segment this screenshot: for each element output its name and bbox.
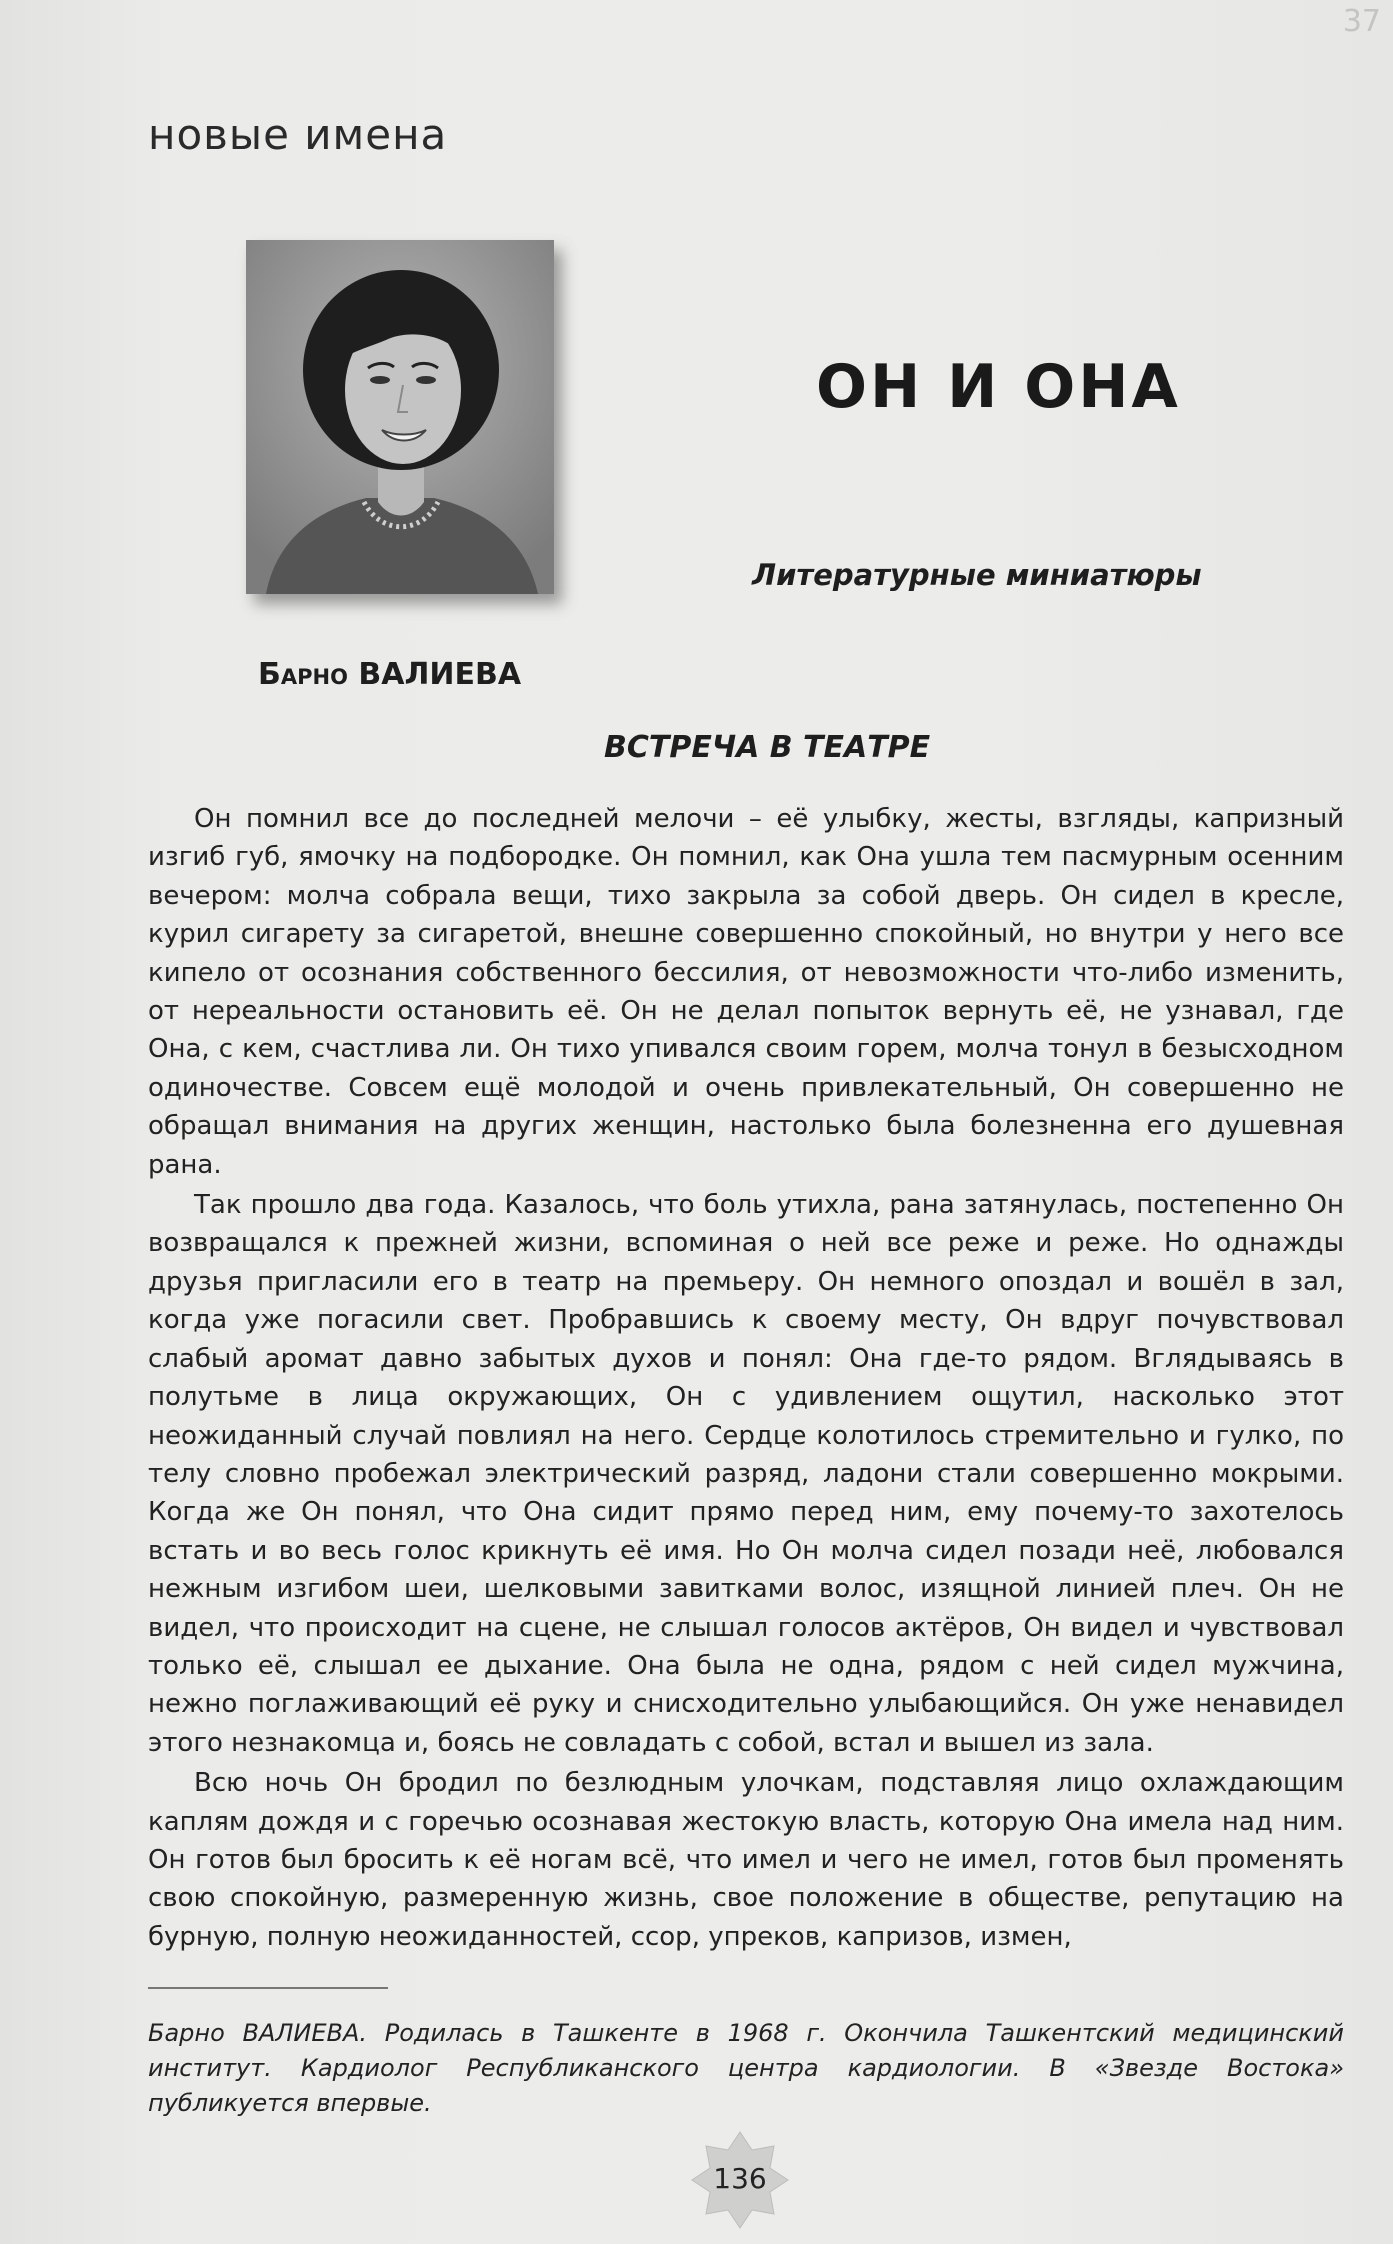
footnote-divider xyxy=(148,1987,388,1989)
main-title: ОН И ОНА xyxy=(816,352,1181,422)
author-portrait-image xyxy=(246,240,554,594)
paragraph: Он помнил все до последней мелочи – её улыбку, жесты, взгляды, капризный изгиб губ, ямочку на подбородке. Он помнил, как Она ушла тем пасмурным осенним вечером: молча собрала вещи, тихо закрыла за собой дверь. Он сидел в кресле, курил сигарету за сигаретой, внешне совершенно спокойный, но внутри у него все кипело от осознания собственного бессилия, от невозможности что-либо изменить, от нереальности остановить её. Он не делал попыток вернуть её, не узнавал, где Она, с кем, счастлива ли. Он тихо упивался своим горем, молча тонул в безысходном одиночестве. Совсем ещё молодой и очень привлекательный, Он совершенно не обращал внимания на других женщин, настолько была болезненна его душевная рана. xyxy=(148,804,1344,1180)
story-title: ВСТРЕЧА В ТЕАТРЕ xyxy=(604,730,931,765)
subtitle: Литературные миниатюры xyxy=(752,558,1202,592)
author-name xyxy=(258,657,521,692)
author-first-name: Барно xyxy=(258,657,348,692)
paragraph: Всю ночь Он бродил по безлюдным улочкам, подставляя лицо охлаждающим каплям дождя и с горечью осознавая жестокую власть, которую Она имела над ним. Он готов был бросить к её ногам всё, что имел и чего не имел, готов был променять свою спокойную, размеренную жизнь, свое положение в обществе, репутацию на бурную, полную неожиданностей, ссор, упреков, капризов, измен, xyxy=(148,1768,1344,1952)
author-photo xyxy=(246,240,554,594)
author-footnote: Барно ВАЛИЕВА. Родилась в Ташкенте в 1968 г. Окончила Ташкентский медицинский институт. Кардиолог Республиканского центра кардиологии. В «Звезде Востока» публикуется впервые. xyxy=(148,2019,1344,2117)
page-number: 136 xyxy=(713,2162,767,2195)
article-body xyxy=(148,800,1344,1956)
corner-page-number: 37 xyxy=(1342,4,1381,39)
author-last-name: ВАЛИЕВА xyxy=(358,657,522,692)
paragraph: Так прошло два года. Казалось, что боль утихла, рана затянулась, постепенно Он возвращался к прежней жизни, вспоминая о ней все реже и реже. Но однажды друзья пригласили его в театр на премьеру. Он немного опоздал и вошёл в зал, когда уже погасили свет. Пробравшись к своему месту, Он вдруг почувствовал слабый аромат давно забытых духов и понял: Она где-то рядом. Вглядываясь в полутьме в лица окружающих, Он с удивлением ощутил, насколько этот неожиданный случай повлиял на него. Сердце колотилось стремительно и гулко, по телу словно пробежал электрический разряд, ладони стали совершенно мокрыми. Когда же Он понял, что Она сидит прямо перед ним, ему почему-то захотелось встать и во весь голос крикнуть её имя. Но Он молча сидел позади неё, любовался нежным изгибом шеи, шелковыми завитками волос, изящной линией плеч. Он не видел, что происходит на сцене, не слышал голосов актёров, Он видел и чувствовал только её, слышал ее дыхание. Она была не одна, рядом с ней сидел мужчина, нежно поглаживающий её руку и снисходительно улыбающийся. Он уже ненавидел этого незнакомца и, боясь не совладать с собой, встал и вышел из зала. xyxy=(148,1190,1344,1758)
section-title: новые имена xyxy=(148,110,448,159)
